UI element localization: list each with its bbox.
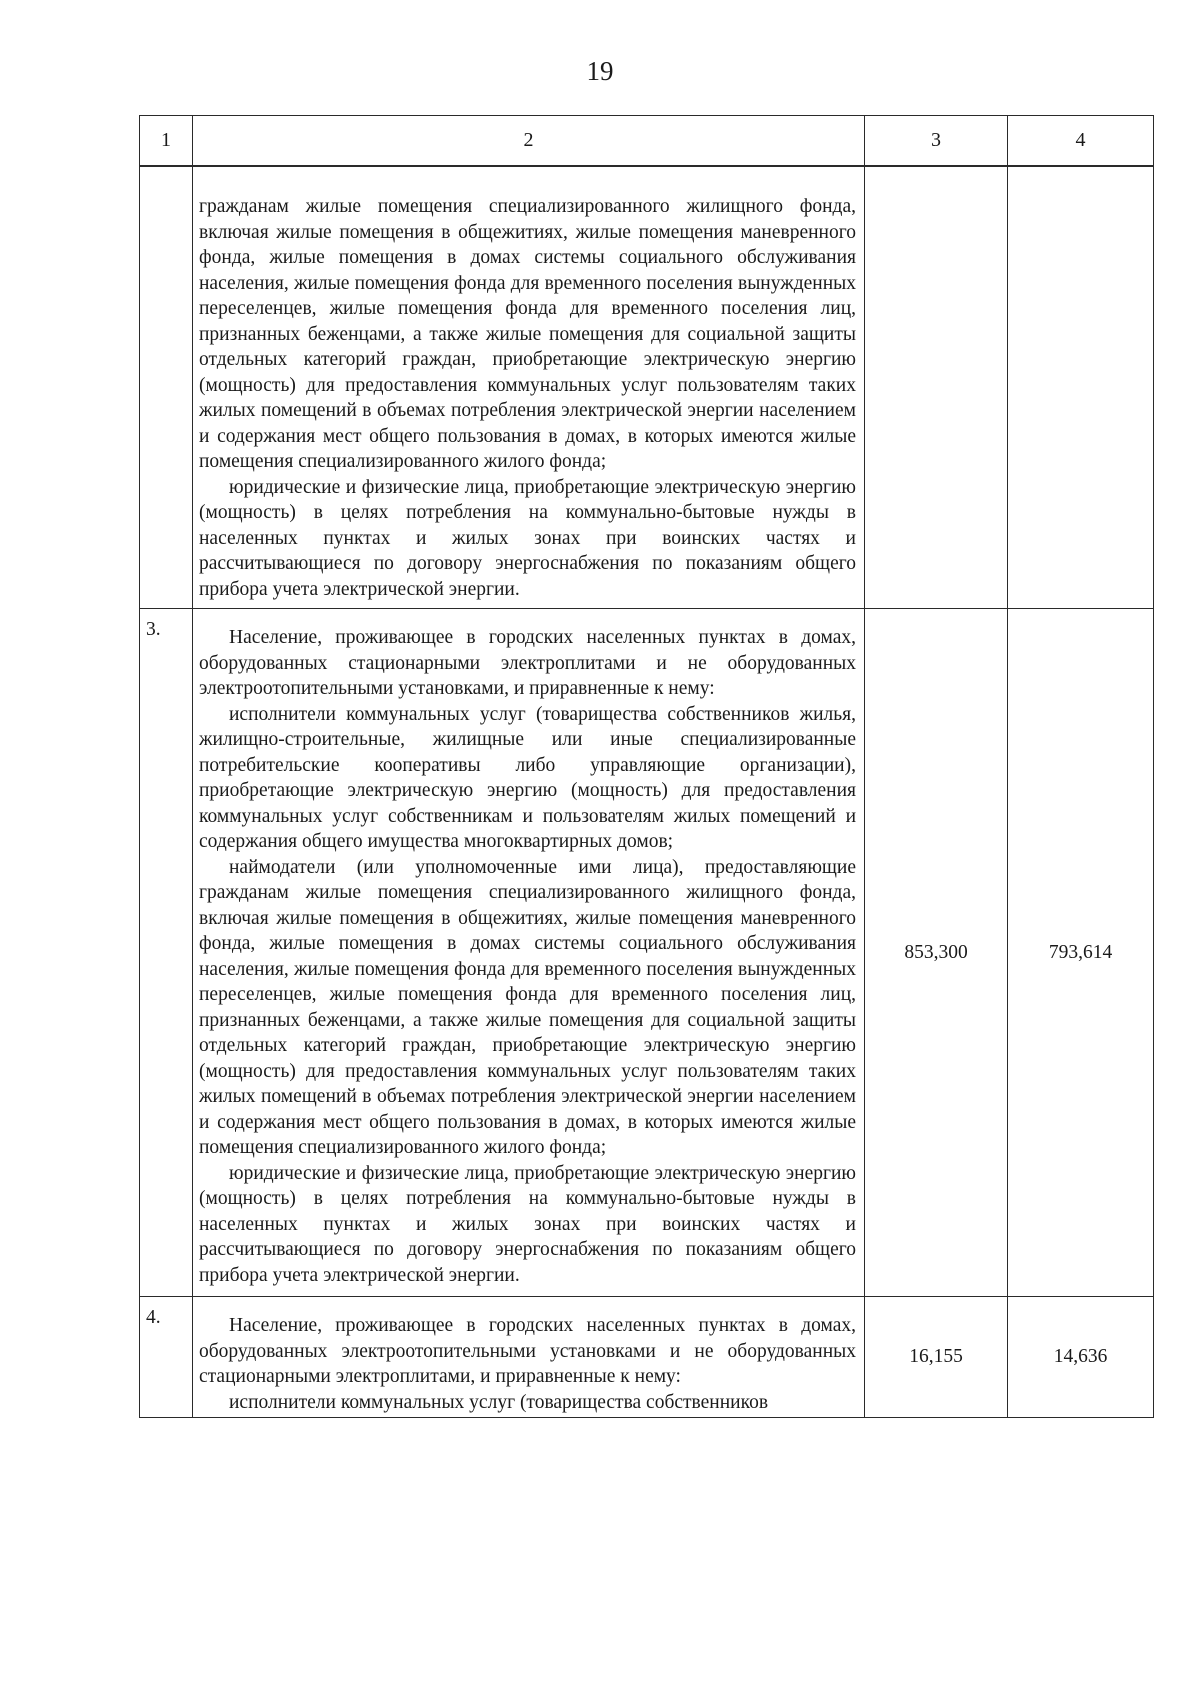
header-col-2: 2 [193,116,865,167]
header-col-4: 4 [1008,116,1154,167]
tariff-table [139,115,1154,1418]
table-row [140,609,1154,1297]
table-row [140,166,1154,609]
value-col-4: 14,636 [1008,1297,1154,1418]
page-number: 19 [586,56,614,86]
value-col-4: 793,614 [1008,609,1154,1297]
value-col-3: 853,300 [865,609,1008,1297]
row-number: 3. [140,609,193,1297]
paragraph: гражданам жилые помещения специализированного жилищного фонда, включая жилые помещения в общежитиях, жилые помещения маневренного фонда, жилые помещения в домах системы социального обслуживания населения, жилые помещения фонда для временного поселения вынужденных переселенцев, жилые помещения фонда для временного поселения лиц, признанных беженцами, а также жилые помещения для социальной защиты отдельных категорий граждан, приобретающие электрическую энергию (мощность) для предоставления коммунальных услуг пользователям таких жилых помещений в объемах потребления электрической энергии населением и содержания мест общего пользования в домах, в которых имеются жилые помещения специализированного жилого фонда; [199,196,856,472]
paragraph: наймодатели (или уполномоченные ими лица), предоставляющие гражданам жилые помещения специализированного жилищного фонда, включая жилые помещения в общежитиях, жилые помещения маневренного фонда, жилые помещения в домах системы социального обслуживания населения, жилые помещения фонда для временного поселения вынужденных переселенцев, жилые помещения фонда для временного поселения лиц, признанных беженцами, а также жилые помещения для социальной защиты отдельных категорий граждан, приобретающие электрическую энергию (мощность) для предоставления коммунальных услуг пользователям таких жилых помещений в объемах потребления электрической энергии населением и содержания мест общего пользования в домах, в которых имеются жилые помещения специализированного жилого фонда; [199,856,856,1158]
row-description [193,609,865,1297]
value-col-4 [1008,166,1154,609]
paragraph: юридические и физические лица, приобретающие электрическую энергию (мощность) в целях потребления на коммунально-бытовые нужды в населенных пунктах и жилых зонах при воинских частях и рассчитывающиеся по договору энергоснабжения по показаниям общего прибора учета электрической энергии. [199,476,856,600]
row-description [193,1297,865,1418]
paragraph: исполнители коммунальных услуг (товарищества собственников жилья, жилищно-строительные, жилищные или иные специализированные потребительские кооперативы либо управляющие организации), приобретающие электрическую энергию (мощность) для предоставления коммунальных услуг собственникам и пользователям жилых помещений и содержания общего имущества многоквартирных домов; [199,703,856,852]
row-number [140,166,193,609]
table-header-row [140,116,1154,167]
paragraph: Население, проживающее в городских населенных пунктах в домах, оборудованных стационарными электроплитами и не оборудованных электроотопительными установками, и приравненные к нему: [199,627,856,699]
paragraph: юридические и физические лица, приобретающие электрическую энергию (мощность) в целях потребления на коммунально-бытовые нужды в населенных пунктах и жилых зонах при воинских частях и рассчитывающиеся по договору энергоснабжения по показаниям общего прибора учета электрической энергии. [199,1162,856,1286]
row-description [193,166,865,609]
paragraph: исполнители коммунальных услуг (товарищества собственников [229,1391,769,1413]
value-col-3: 16,155 [865,1297,1008,1418]
paragraph: Население, проживающее в городских населенных пунктах в домах, оборудованных электроотопительными установками и не оборудованных стационарными электроплитами, и приравненные к нему: [199,1315,856,1387]
table-row [140,1297,1154,1418]
header-col-1: 1 [140,116,193,167]
header-col-3: 3 [865,116,1008,167]
value-col-3 [865,166,1008,609]
row-number: 4. [140,1297,193,1418]
